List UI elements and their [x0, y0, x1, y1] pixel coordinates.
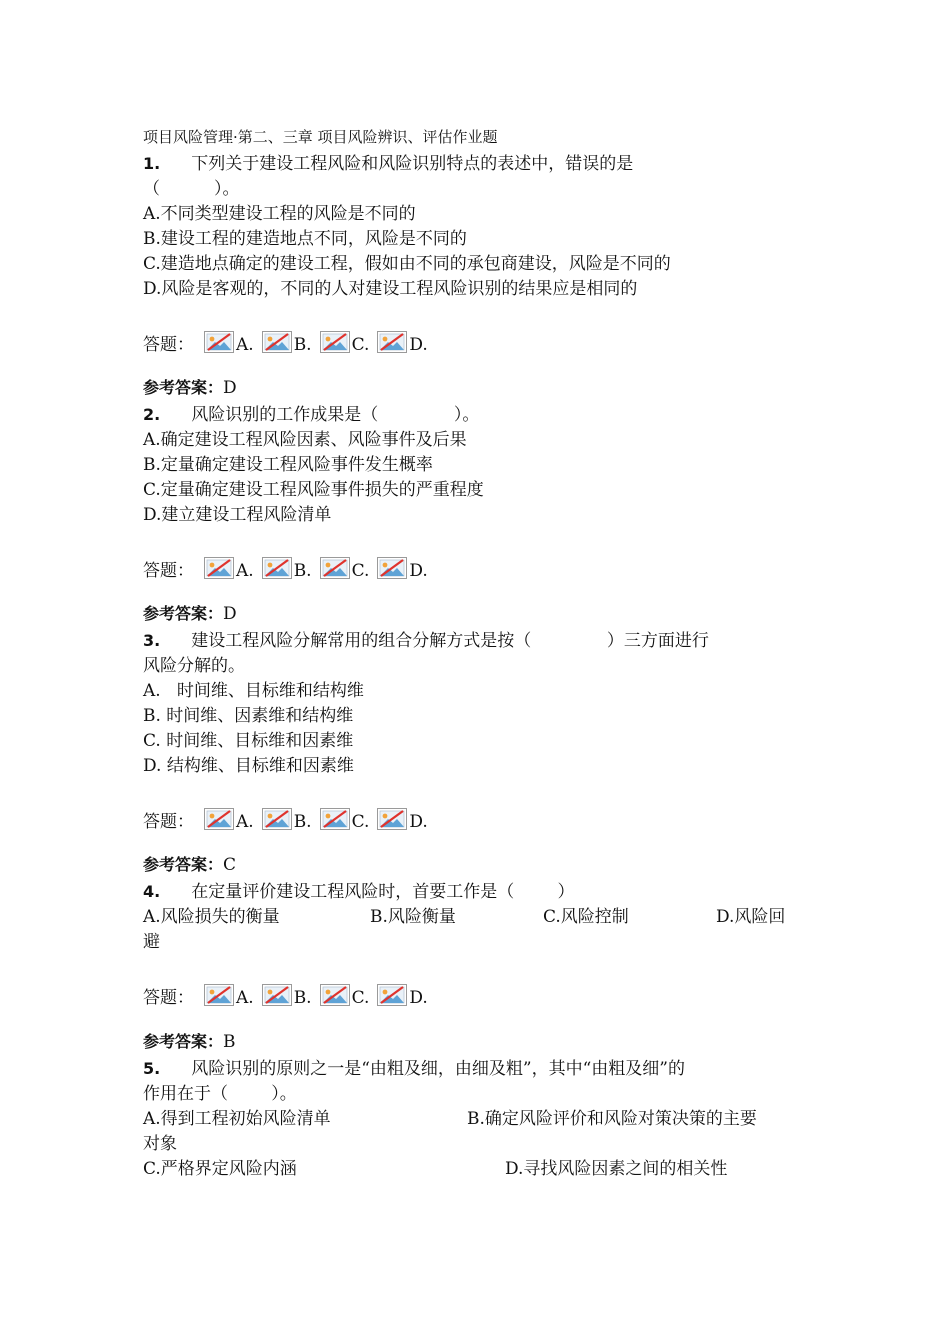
question-5-stem — [143, 1058, 685, 1080]
answer-row-2 — [143, 551, 436, 581]
question-number: 1. — [143, 154, 161, 173]
answer-option-c[interactable]: C. — [320, 810, 370, 832]
question-2-option-a: A.确定建设工程风险因素、风险事件及后果 — [143, 430, 467, 450]
question-1-option-a: A.不同类型建设工程的风险是不同的 — [143, 204, 416, 224]
answer-option-c[interactable]: C. — [320, 986, 370, 1008]
broken-image-icon — [320, 557, 350, 579]
question-4-option-b: B.风险衡量 — [370, 907, 456, 927]
question-1-option-b: B.建设工程的建造地点不同，风险是不同的 — [143, 229, 467, 249]
answer-option-b[interactable]: B. — [262, 559, 312, 581]
answer-option-a[interactable]: A. — [204, 986, 254, 1008]
question-5-stem-cont: 作用在于（ ）。 — [143, 1084, 297, 1104]
question-4-option-a: A.风险损失的衡量 — [143, 907, 280, 927]
question-2-option-d: D.建立建设工程风险清单 — [143, 505, 332, 525]
question-stem-text: 在定量评价建设工程风险时，首要工作是（ ） — [191, 882, 575, 902]
question-5-option-c: C.严格界定风险内涵 — [143, 1159, 297, 1179]
broken-image-icon — [377, 557, 407, 579]
broken-image-icon — [262, 808, 292, 830]
answer-option-c[interactable]: C. — [320, 559, 370, 581]
question-4-option-d-cont: 避 — [143, 932, 160, 952]
answer-option-d[interactable]: D. — [377, 559, 427, 581]
question-5-option-b-cont: 对象 — [143, 1134, 177, 1154]
reference-answer-value: D — [223, 604, 237, 624]
broken-image-icon — [204, 984, 234, 1006]
broken-image-icon — [377, 984, 407, 1006]
question-4-stem — [143, 881, 574, 903]
answer-label: 答题： — [143, 335, 194, 355]
reference-answer-value: B — [223, 1032, 236, 1052]
question-1-stem — [143, 153, 633, 175]
reference-answer-2: 参考答案：D — [143, 604, 237, 624]
question-2-option-b: B.定量确定建设工程风险事件发生概率 — [143, 455, 433, 475]
question-number: 2. — [143, 405, 161, 424]
broken-image-icon — [204, 331, 234, 353]
broken-image-icon — [262, 984, 292, 1006]
answer-option-c[interactable]: C. — [320, 333, 370, 355]
question-1-stem-cont: （ ）。 — [143, 179, 240, 199]
broken-image-icon — [377, 808, 407, 830]
broken-image-icon — [204, 808, 234, 830]
answer-label: 答题： — [143, 812, 194, 832]
question-3-option-c: C. 时间维、目标维和因素维 — [143, 731, 354, 751]
question-5-option-a: A.得到工程初始风险清单 — [143, 1109, 331, 1129]
reference-answer-1: 参考答案：D — [143, 378, 237, 398]
question-number: 4. — [143, 882, 161, 901]
question-stem-text: 风险识别的原则之一是“由粗及细，由细及粗”，其中“由粗及细”的 — [191, 1059, 685, 1079]
question-3-option-a: A. 时间维、目标维和结构维 — [143, 681, 364, 701]
broken-image-icon — [262, 331, 292, 353]
question-4-option-c: C.风险控制 — [543, 907, 629, 927]
answer-option-b[interactable]: B. — [262, 810, 312, 832]
question-5-option-d: D.寻找风险因素之间的相关性 — [505, 1159, 728, 1179]
answer-option-b[interactable]: B. — [262, 986, 312, 1008]
question-5-option-b: B.确定风险评价和风险对策决策的主要 — [467, 1109, 757, 1129]
question-number: 3. — [143, 631, 161, 650]
question-stem-text: 建设工程风险分解常用的组合分解方式是按（ ）三方面进行 — [191, 631, 709, 651]
answer-row-1 — [143, 325, 436, 355]
answer-row-4 — [143, 978, 436, 1008]
question-1-option-c: C.建造地点确定的建设工程，假如由不同的承包商建设，风险是不同的 — [143, 254, 671, 274]
page-title: 项目风险管理·第二、三章 项目风险辨识、评估作业题 — [143, 128, 498, 146]
broken-image-icon — [320, 808, 350, 830]
question-stem-text: 风险识别的工作成果是（ ）。 — [191, 405, 480, 425]
reference-answer-value: D — [223, 378, 237, 398]
reference-answer-3: 参考答案：C — [143, 855, 237, 875]
question-3-option-d: D. 结构维、目标维和因素维 — [143, 756, 354, 776]
answer-label: 答题： — [143, 561, 194, 581]
answer-option-d[interactable]: D. — [377, 986, 427, 1008]
question-3-stem — [143, 630, 709, 652]
answer-option-a[interactable]: A. — [204, 810, 254, 832]
answer-label: 答题： — [143, 988, 194, 1008]
reference-answer-value: C — [223, 855, 237, 875]
question-2-stem — [143, 404, 479, 426]
answer-option-d[interactable]: D. — [377, 333, 427, 355]
broken-image-icon — [320, 984, 350, 1006]
answer-option-a[interactable]: A. — [204, 333, 254, 355]
question-1-option-d: D.风险是客观的，不同的人对建设工程风险识别的结果应是相同的 — [143, 279, 638, 299]
question-3-option-b: B. 时间维、因素维和结构维 — [143, 706, 354, 726]
question-3-stem-cont: 风险分解的。 — [143, 656, 245, 676]
answer-option-b[interactable]: B. — [262, 333, 312, 355]
broken-image-icon — [320, 331, 350, 353]
broken-image-icon — [377, 331, 407, 353]
answer-row-3 — [143, 802, 436, 832]
broken-image-icon — [204, 557, 234, 579]
question-number: 5. — [143, 1059, 161, 1078]
broken-image-icon — [262, 557, 292, 579]
question-2-option-c: C.定量确定建设工程风险事件损失的严重程度 — [143, 480, 484, 500]
answer-option-a[interactable]: A. — [204, 559, 254, 581]
question-4-option-d: D.风险回 — [716, 907, 786, 927]
answer-option-d[interactable]: D. — [377, 810, 427, 832]
question-stem-text: 下列关于建设工程风险和风险识别特点的表述中，错误的是 — [191, 154, 634, 174]
reference-answer-4: 参考答案：B — [143, 1032, 236, 1052]
